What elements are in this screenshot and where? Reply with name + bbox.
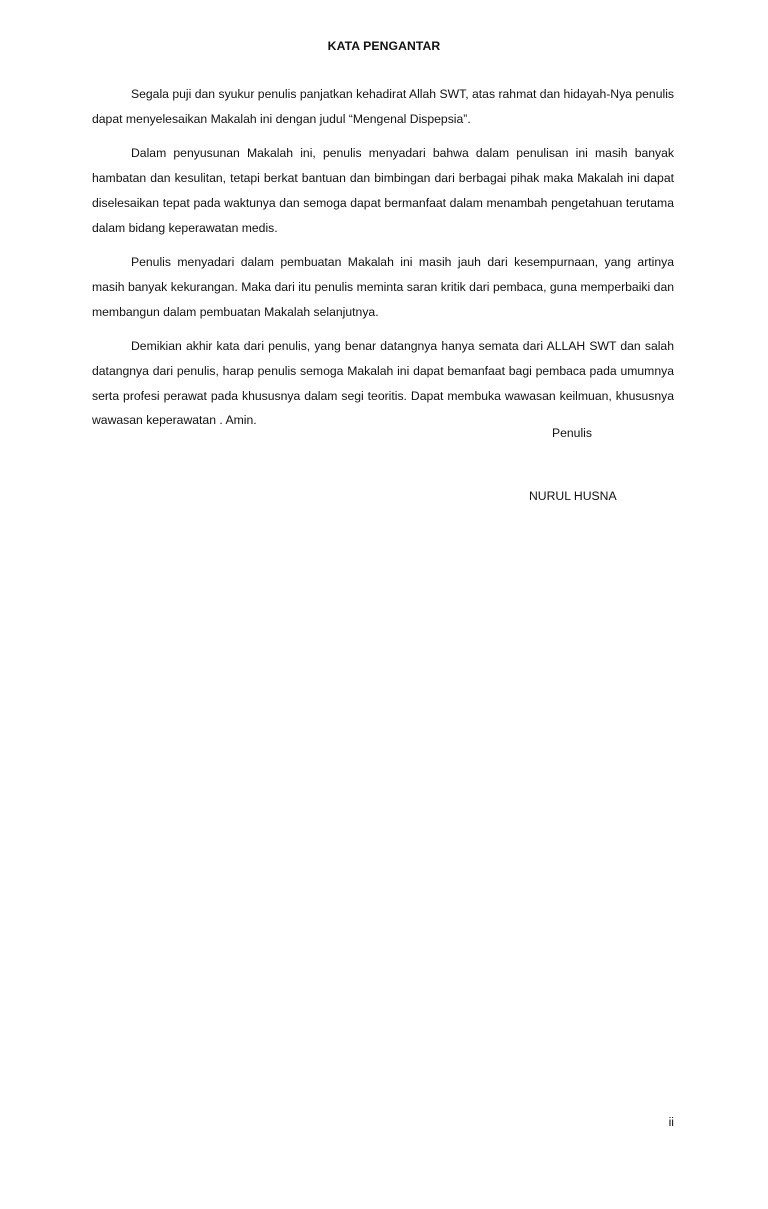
signoff-label: Penulis: [552, 426, 592, 440]
author-name: NURUL HUSNA: [529, 489, 617, 503]
page-title: KATA PENGANTAR: [327, 39, 441, 53]
foreword-body: [92, 82, 674, 443]
paragraph-2: Dalam penyusunan Makalah ini, penulis menyadari bahwa dalam penulisan ini masih banyak hambatan dan kesulitan, tetapi berkat bantuan dan bimbingan dari berbagai pihak maka Makalah ini dapat diselesaikan tepat pada waktunya dan semoga dapat bermanfaat dalam menambah pengetahuan terutama dalam bidang keperawatan medis.: [92, 146, 674, 235]
page-number: ii: [668, 1115, 674, 1129]
paragraph-1: Segala puji dan syukur penulis panjatkan kehadirat Allah SWT, atas rahmat dan hidayah-Nya penulis dapat menyelesaikan Makalah ini dengan judul “Mengenal Dispepsia”.: [92, 87, 674, 126]
paragraph-4: Demikian akhir kata dari penulis, yang benar datangnya hanya semata dari ALLAH SWT dan salah datangnya dari penulis, harap penulis semoga Makalah ini dapat bemanfaat bagi pembaca pada umumnya serta profesi perawat pada khususnya dalam segi teoritis. Dapat membuka wawasan keilmuan, khususnya wawasan keperawatan . Amin.: [92, 339, 674, 428]
paragraph-3: Penulis menyadari dalam pembuatan Makalah ini masih jauh dari kesempurnaan, yang artinya masih banyak kekurangan. Maka dari itu penulis meminta saran kritik dari pembaca, guna memperbaiki dan membangun dalam pembuatan Makalah selanjutnya.: [92, 255, 674, 319]
